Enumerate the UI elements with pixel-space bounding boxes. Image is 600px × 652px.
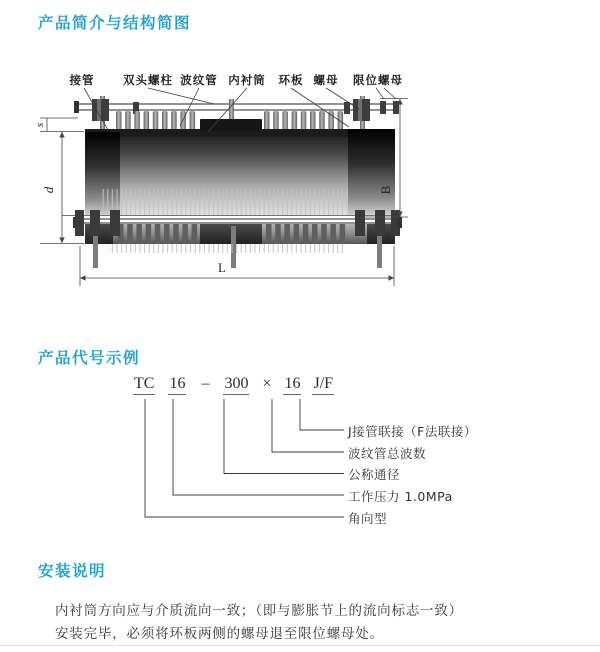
joint-body xyxy=(62,119,398,216)
label-inner-sleeve: 内衬筒 xyxy=(228,73,266,87)
code-token-waves: 16 xyxy=(283,375,301,395)
install-instruction-1: 内衬筒方向应与介质流向一致；（即与膨胀节上的流向标志一致） xyxy=(55,603,463,619)
code-token-connection: J/F xyxy=(312,375,334,395)
code-token-pressure: 16 xyxy=(168,375,186,395)
tie-rods xyxy=(76,104,399,110)
code-token-type: TC xyxy=(133,375,155,395)
label-nut: 螺母 xyxy=(313,73,339,87)
label-double-end-stud: 双头螺柱 xyxy=(123,73,173,87)
code-token-times: × xyxy=(262,375,272,392)
dim-L: L xyxy=(218,260,226,275)
callout-angular-type: 角向型 xyxy=(348,511,388,526)
callout-nominal-diameter: 公称通径 xyxy=(348,467,401,482)
joint-lower-half xyxy=(73,210,402,268)
section-title-code: 产品代号示例 xyxy=(38,349,141,367)
callout-wave-count: 波纹管总波数 xyxy=(348,446,427,461)
label-bellows: 波纹管 xyxy=(180,73,218,87)
code-token-diameter: 300 xyxy=(223,375,249,395)
code-token-dash: – xyxy=(201,375,210,392)
bottom-divider xyxy=(0,645,600,646)
callout-connection: J接管联接（F法联接） xyxy=(348,424,477,439)
section-title-install: 安装说明 xyxy=(38,562,107,580)
label-pipe-end: 接管 xyxy=(69,73,95,87)
dim-B: B xyxy=(378,185,393,195)
dim-s: s xyxy=(34,122,46,128)
install-instruction-2: 安装完毕，必须将环板两侧的螺母退至限位螺母处。 xyxy=(55,626,384,642)
code-connector-lines xyxy=(145,399,344,517)
product-code xyxy=(133,375,334,395)
callout-working-pressure: 工作压力 1.0MPa xyxy=(348,489,453,504)
label-ring-plate: 环板 xyxy=(278,73,304,87)
section-title-intro: 产品简介与结构简图 xyxy=(38,14,192,32)
dim-d: d xyxy=(41,186,56,194)
label-limit-nut: 限位螺母 xyxy=(353,73,403,87)
